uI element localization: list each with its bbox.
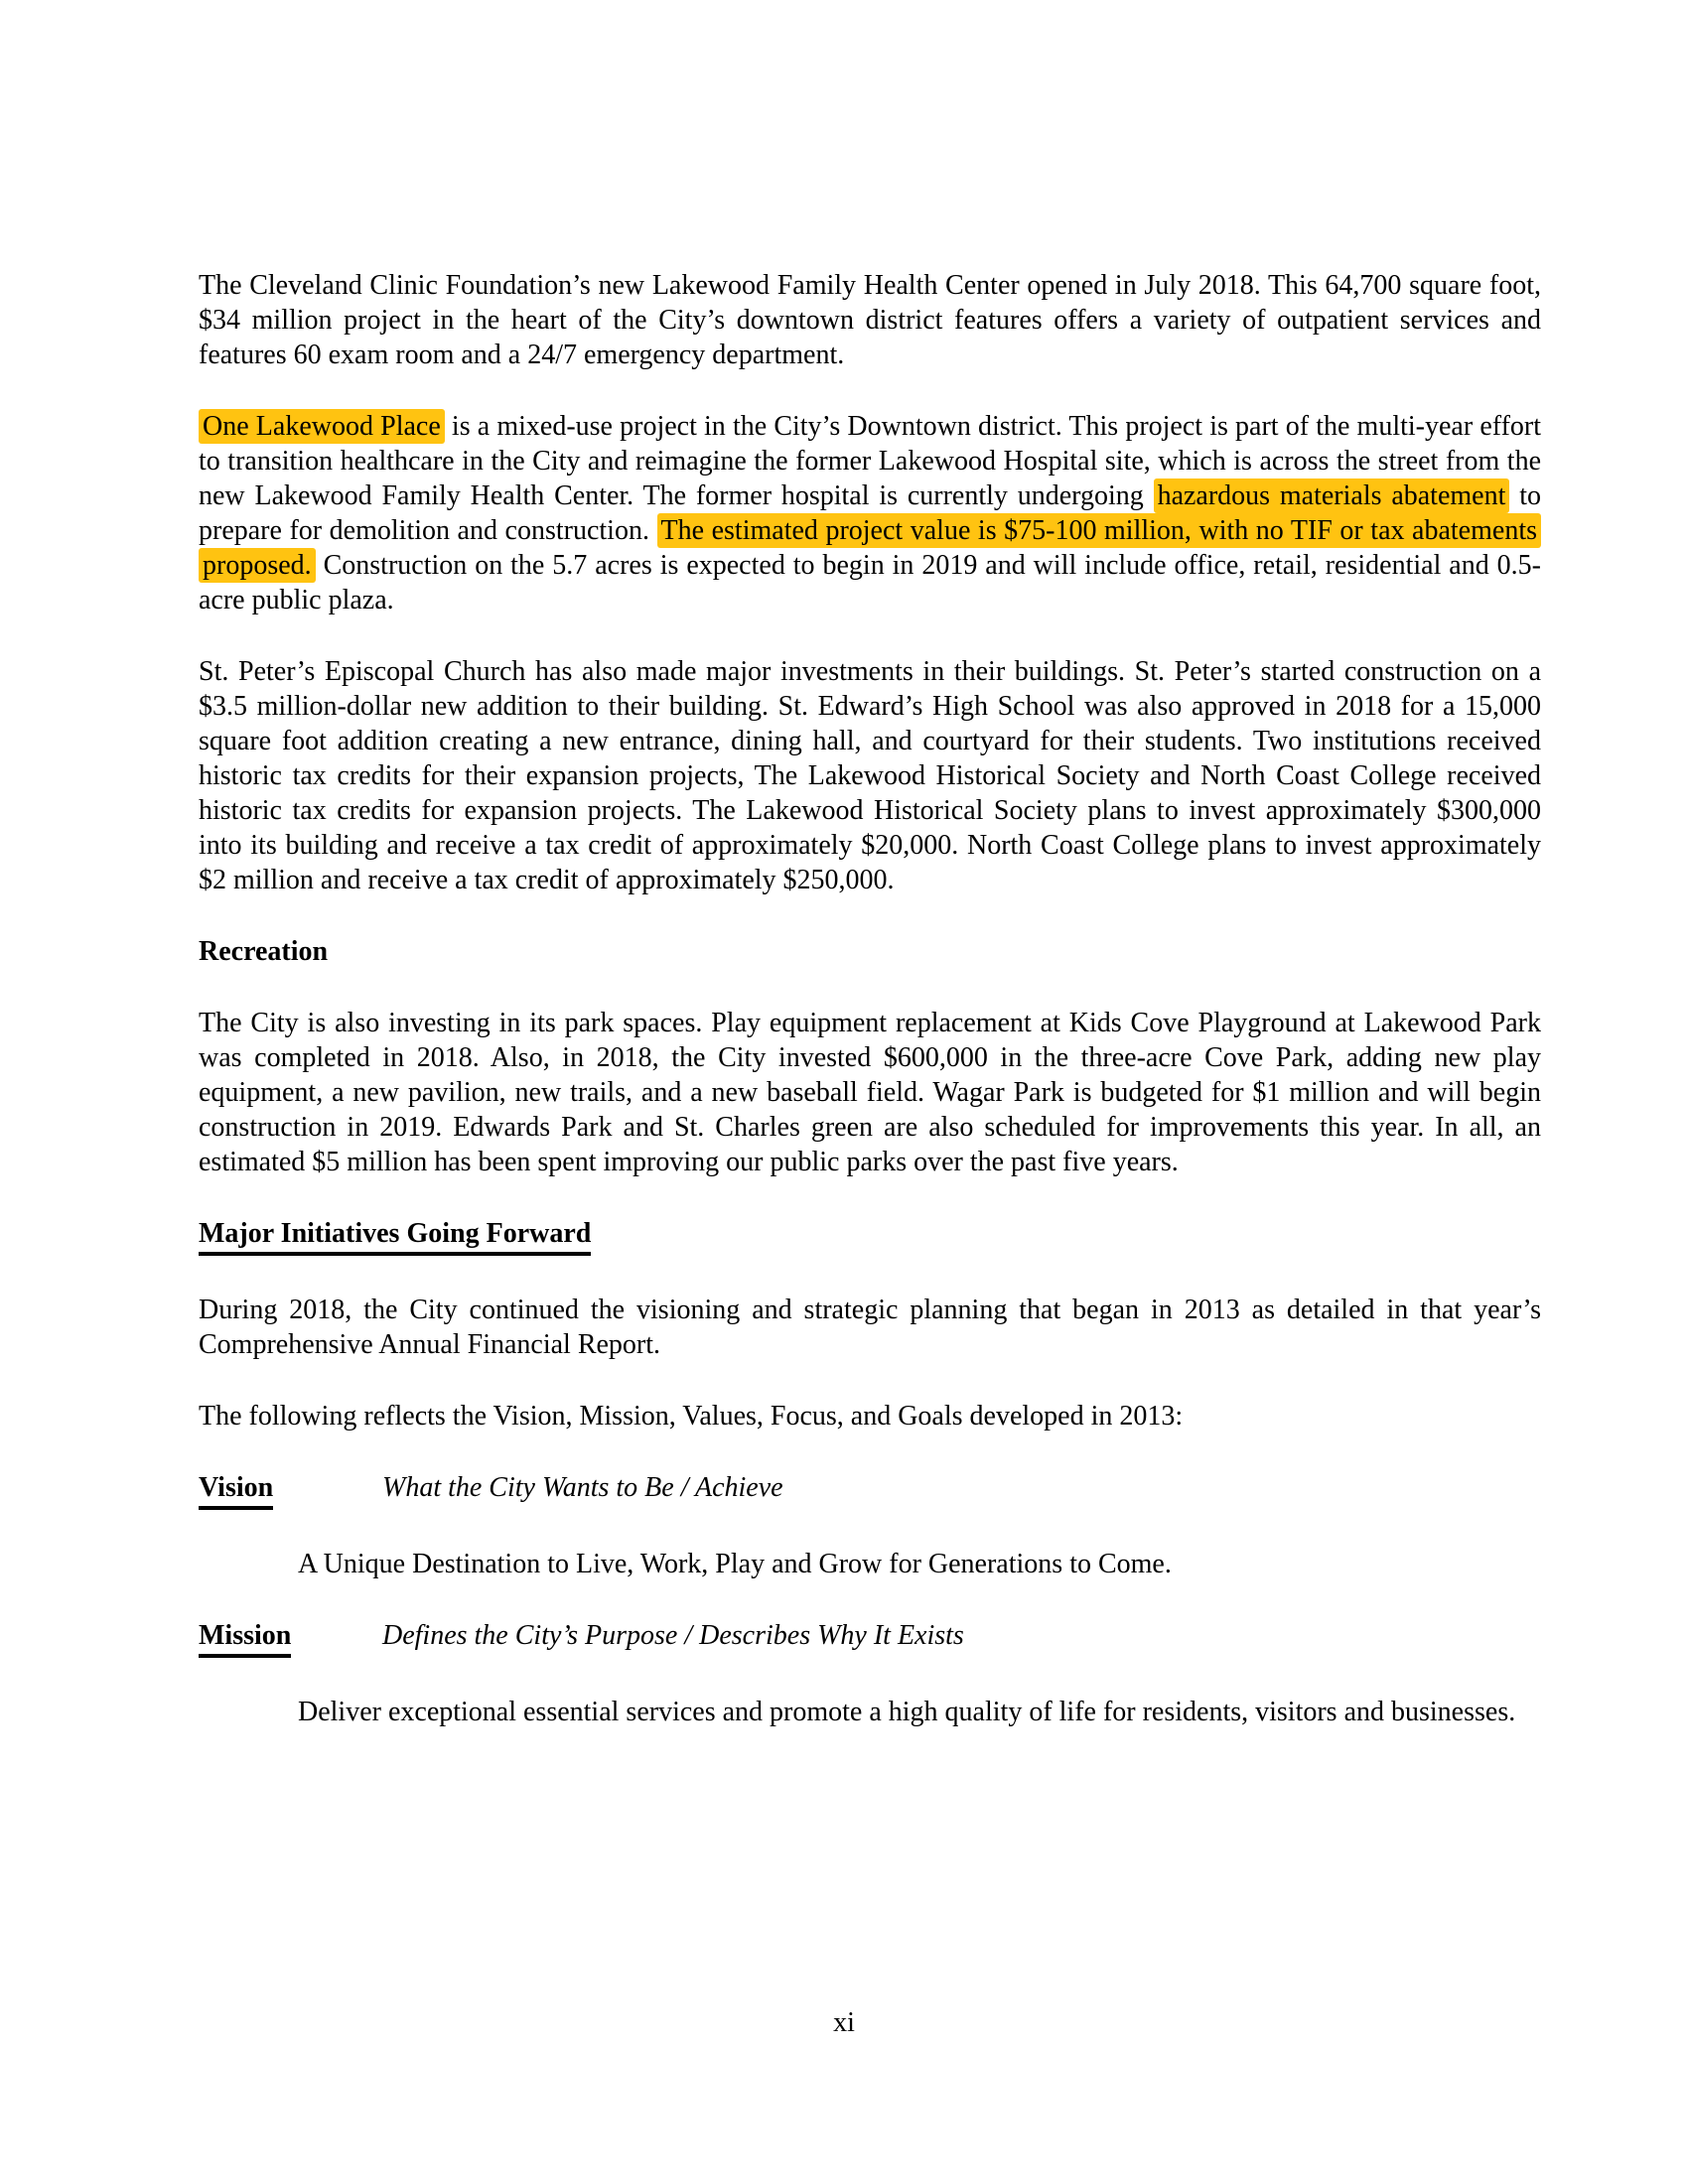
term-row-vision (199, 1470, 1541, 1510)
paragraph-parks (199, 1006, 1541, 1179)
body-text: During 2018, the City continued the visioning and strategic planning that began in 2013 as detailed in that year’s Comprehensive Annual Financial Report. (199, 1295, 1541, 1360)
heading-major-initiatives-text: Major Initiatives Going Forward (199, 1216, 591, 1256)
body-text: to prepare for demolition and construction. (199, 480, 1541, 546)
heading-major-initiatives (199, 1216, 1541, 1256)
page-content (199, 268, 1541, 1766)
term-definition-mission: Defines the City’s Purpose / Describes Why It Exists (382, 1620, 964, 1651)
statement-vision: A Unique Destination to Live, Work, Play and Grow for Generations to Come. (298, 1549, 1172, 1579)
paragraph-visioning (199, 1293, 1541, 1362)
body-text: Construction on the 5.7 acres is expected to begin in 2019 and will include office, retail, residential and 0.5-acre public plaza. (199, 550, 1541, 615)
paragraph-institutions (199, 654, 1541, 897)
highlighted-text: One Lakewood Place (199, 409, 445, 444)
highlighted-text: The estimated project value is $75-100 million, with no TIF or tax abatements proposed. (199, 513, 1541, 583)
body-text: is a mixed-use project in the City’s Downtown district. This project is part of the multi-year effort to transition healthcare in the City and reimagine the former Lakewood Hospital site, which is across the street from the new Lakewood Family Health Center. The former hospital is currently undergoing (199, 411, 1542, 511)
paragraph-one-lakewood-place (199, 409, 1541, 617)
paragraph-following-reflects (199, 1399, 1541, 1433)
paragraph-health-center (199, 268, 1541, 372)
body-text: The City is also investing in its park spaces. Play equipment replacement at Kids Cove Playground at Lakewood Park was completed in 2018. Also, in 2018, the City invested $600,000 in the three-acre Cove Park, adding new play equipment, a new pavilion, new trails, and a new baseball field. Wagar Park is budgeted for $1 million and will begin construction in 2019. Edwards Park and St. Charles green are also scheduled for improvements this year. In all, an estimated $5 million has been spent improving our public parks over the past five years. (199, 1008, 1541, 1177)
term-label-cell-mission (199, 1618, 382, 1658)
term-label-cell-vision (199, 1470, 382, 1510)
term-label-vision: Vision (199, 1470, 273, 1510)
body-text: The Cleveland Clinic Foundation’s new Lakewood Family Health Center opened in July 2018. This 64,700 square foot, $34 million project in the heart of the City’s downtown district features offers a variety of outpatient services and features 60 exam room and a 24/7 emergency department. (199, 270, 1541, 370)
term-label-mission: Mission (199, 1618, 291, 1658)
body-text: The following reflects the Vision, Mission, Values, Focus, and Goals developed in 2013: (199, 1401, 1184, 1432)
highlighted-text: hazardous materials abatement (1154, 478, 1510, 513)
statement-mission: Deliver exceptional essential services and promote a high quality of life for residents, visitors and businesses. (298, 1697, 1516, 1727)
term-definition-vision: What the City Wants to Be / Achieve (382, 1472, 783, 1503)
heading-recreation: Recreation (199, 936, 329, 967)
page-number: xi (833, 2007, 855, 2038)
term-row-mission (199, 1618, 1541, 1658)
body-text: St. Peter’s Episcopal Church has also made major investments in their buildings. St. Peter’s started construction on a $3.5 million-dollar new addition to their building. St. Edward’s High School was also approved in 2018 for a 15,000 square foot addition creating a new entrance, dining hall, and courtyard for their students. Two institutions received historic tax credits for their expansion projects, The Lakewood Historical Society and North Coast College received historic tax credits for expansion projects. The Lakewood Historical Society plans to invest approximately $300,000 into its building and receive a tax credit of approximately $20,000. North Coast College plans to invest approximately $2 million and receive a tax credit of approximately $250,000. (199, 656, 1541, 895)
